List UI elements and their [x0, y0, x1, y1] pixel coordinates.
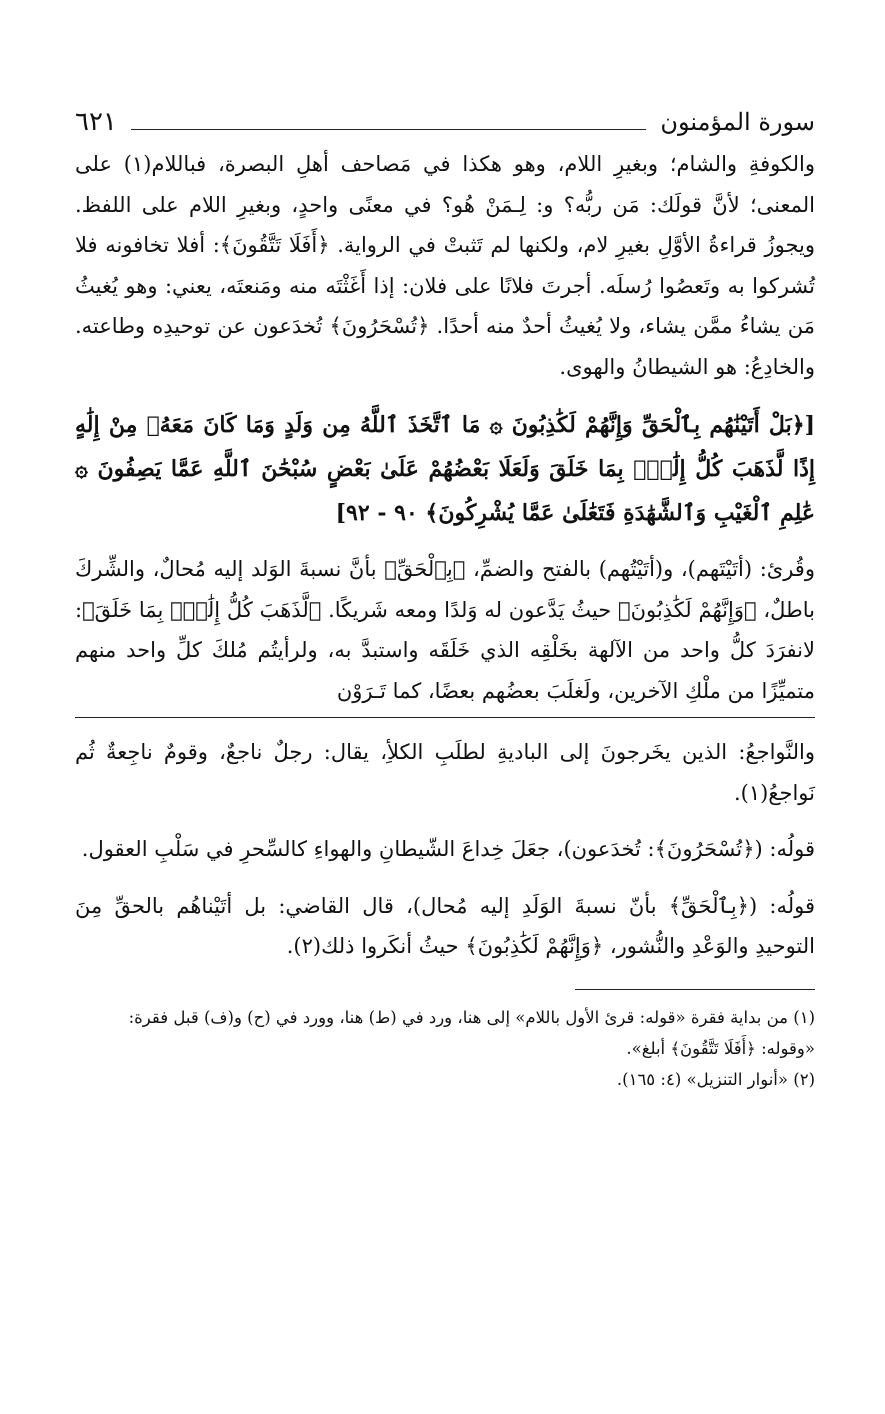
page-number: ٦٢١ [75, 107, 117, 137]
main-commentary [75, 144, 815, 387]
book-page [75, 100, 815, 1095]
footnote-rule [575, 989, 815, 990]
footnote-2: (٢) «أنوار التنزيل» (٤: ١٦٥). [616, 1069, 815, 1089]
main-commentary-2 [75, 549, 815, 711]
quran-verses: [﴿بَلْ أَتَيْنَٰهُم بِٱلْحَقِّ وَإِنَّهُمْ لَكَٰذِبُونَ ۞ مَا ٱتَّخَذَ ٱللَّهُ مِن وَلَدٍ وَمَا كَانَ مَعَهُۥ مِنْ إِلَٰهٍ إِذًا لَّذَهَبَ كُلُّ إِلَٰهٍۭ بِمَا خَلَقَ وَلَعَلَا بَعْضُهُمْ عَلَىٰ بَعْضٍ سُبْحَٰنَ ٱللَّهِ عَمَّا يَصِفُونَ ۞ عَٰلِمِ ٱلْغَيْبِ وَٱلشَّهَٰدَةِ فَتَعَٰلَىٰ عَمَّا يُشْرِكُونَ﴾ ٩٠ - ٩٢] [75, 412, 815, 526]
surah-title: سورة المؤمنون [660, 108, 815, 136]
main-paragraph-1: والكوفةِ والشام؛ وبغيرِ اللام، وهو هكذا في مَصاحف أهلِ البصرة، فباللام(١) على المعنى؛ لأنَّ قولَك: مَن ربُّه؟ و: لِـمَنْ هُو؟ في معنًى واحدٍ، وبغيرِ اللام على اللفظ. ويجوزُ قراءةُ الأوَّلِ بغيرِ لام، ولكنها لم تَثبتْ في الرواية. ﴿أَفَلَا تَتَّقُونَ﴾: أفلا تخافونه فلا تُشركوا به وتَعصُوا رُسلَه. أجرتَ فلانًا على فلان: إذا أَغَثْتَه منه ومَنعتَه، يعني: وهو يُغيثُ مَن يشاءُ ممَّن يشاء، ولا يُغيثُ أحدٌ منه أحدًا. ﴿تُسْحَرُونَ﴾ تُخدَعون عن توحيدِه وطاعته. والخادِعُ: هو الشيطانُ والهوى. [75, 152, 815, 379]
main-paragraph-2: وقُرئ: (أتَيْتَهم)، و(أتَيْتُهم) بالفتح والضمِّ، ﴿بِٱلْحَقِّ﴾ بأنَّ نسبةَ الوَلد إليه مُحالٌ، والشِّركَ باطلٌ، ﴿وَإِنَّهُمْ لَكَٰذِبُونَ﴾ حيثُ يَدَّعون له وَلدًا ومعه شَريكًا. ﴿لَّذَهَبَ كُلُّ إِلَٰهٍۭ بِمَا خَلَقَ﴾: لانفرَدَ كلُّ واحد من الآلهة بخَلْقِه الذي خَلَقَه واستبدَّ به، ولرأيتُم مُلكَ كلِّ واحد منهم متميِّزًا من ملْكِ الآخرين، ولَغلَبَ بعضُهم بعضًا، كما تَـرَوْن [75, 557, 815, 703]
section-separator [75, 717, 815, 718]
running-header [75, 100, 815, 144]
hashiya-paragraph-3: قولُه: (﴿بِٱلْحَقِّ﴾ بأنّ نسبةَ الوَلَدِ إليه مُحال)، قال القاضي: بل أتَيْناهُم بالحقِّ مِنَ التوحيدِ والوَعْدِ والنُّشور، ﴿وَإِنَّهُمْ لَكَٰذِبُونَ﴾ حيثُ أنكَروا ذلك(٢). [75, 893, 815, 958]
footnotes [75, 1002, 815, 1095]
quran-verse-block [75, 403, 815, 535]
footnote-1-line-2: «وقوله: ﴿أَفَلَا تَتَّقُونَ﴾ أبلغ». [626, 1038, 815, 1058]
header-rule [131, 129, 646, 130]
marginal-commentary [75, 732, 815, 967]
footnote-1-line-1: (١) من بداية فقرة «قوله: قرئ الأول باللام» إلى هنا، ورد في (ط) هنا، وورد في (ح) و(ف) قبل فقرة: [128, 1007, 815, 1027]
hashiya-paragraph-1: والنَّواجعُ: الذين يخَرجونَ إلى الباديةِ لطلَبِ الكلأِ، يقال: رجلٌ ناجعٌ، وقومٌ ناجِعةٌ ثُم نَواجعُ(١). [75, 740, 815, 805]
hashiya-paragraph-2: قولُه: (﴿تُسْحَرُونَ﴾: تُخدَعون)، جعَلَ خِداعَ الشّيطانِ والهواءِ كالسِّحرِ في سَلْبِ العقول. [81, 837, 815, 861]
